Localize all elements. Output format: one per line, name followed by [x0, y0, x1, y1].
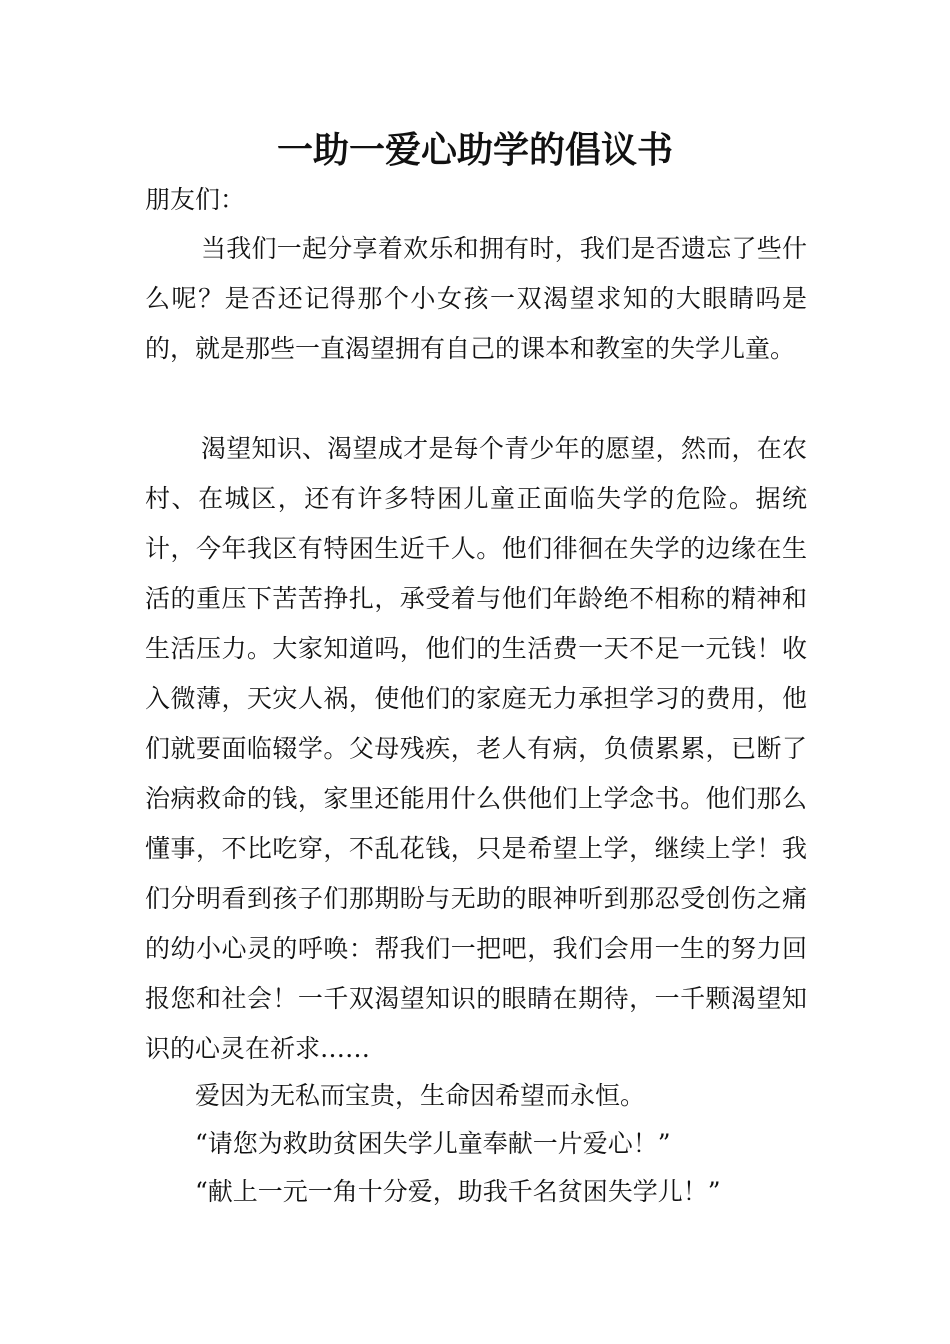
closing-line-1: 爱因为无私而宝贵，生命因希望而永恒。	[195, 1081, 646, 1110]
closing-line-2: “请您为救助贫困失学儿童奉献一片爱心！”	[195, 1129, 671, 1158]
paragraph-2: 渴望知识、渴望成才是每个青少年的愿望，然而，在农村、在城区，还有许多特困儿童正面临失学的危险。据统计，今年我区有特困生近千人。他们徘徊在失学的边缘在生活的重压下苦苦挣扎，承受着与他们年龄绝不相称的精神和生活压力。大家知道吗，他们的生活费一天不足一元钱！收入微薄，天灾人祸，使他们的家庭无力承担学习的费用，他们就要面临辍学。父母残疾，老人有病，负债累累，已断了治病救命的钱，家里还能用什么供他们上学念书。他们那么懂事，不比吃穿，不乱花钱，只是希望上学，继续上学！我们分明看到孩子们那期盼与无助的眼神听到那忍受创伤之痛的幼小心灵的呼唤：帮我们一把吧，我们会用一生的努力回报您和社会！一千双渴望知识的眼睛在期待，一千颗渴望知识的心灵在祈求……	[145, 434, 807, 1063]
greeting: 朋友们：	[145, 185, 246, 214]
closing-line-3: “献上一元一角十分爱，助我千名贫困失学儿！”	[195, 1177, 721, 1206]
paragraph-1: 当我们一起分享着欢乐和拥有时，我们是否遗忘了些什么呢？是否还记得那个小女孩一双渴望求知的大眼睛吗是的，就是那些一直渴望拥有自己的课本和教室的失学儿童。	[145, 234, 807, 363]
document-title: 一助一爱心助学的倡议书	[276, 129, 673, 171]
